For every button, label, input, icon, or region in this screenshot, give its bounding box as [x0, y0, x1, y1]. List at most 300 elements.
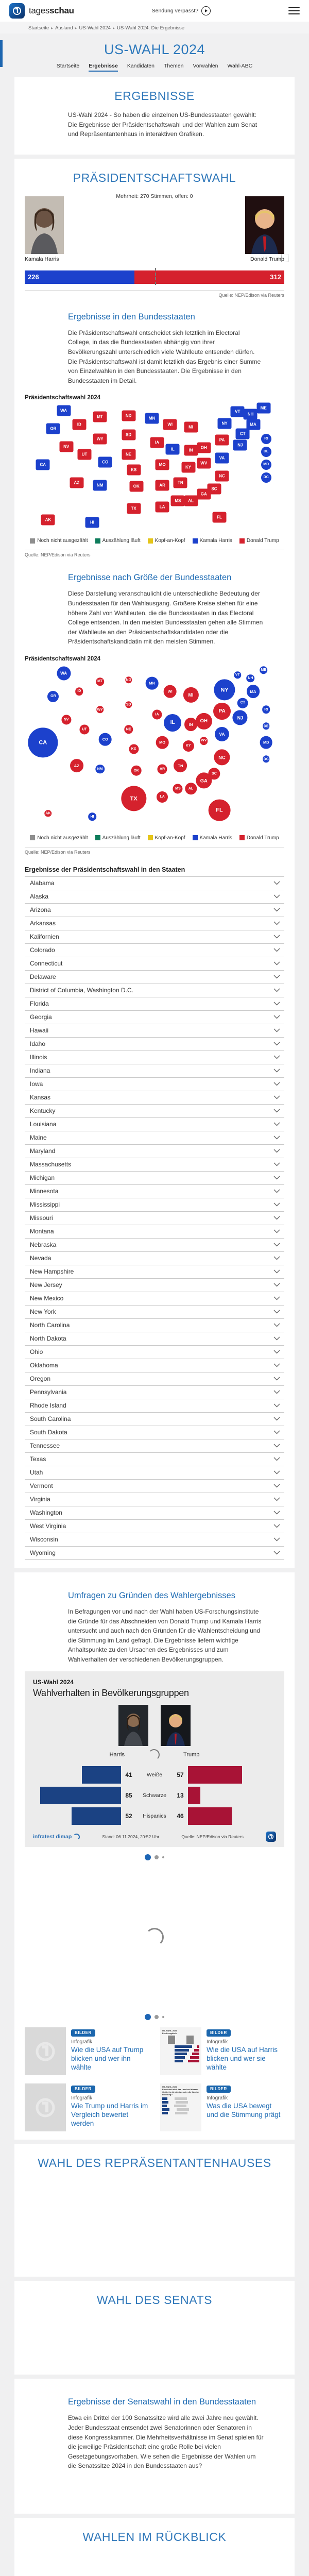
bubble-TN[interactable]: TN [174, 759, 187, 772]
breadcrumb-separator-icon: ▸ [51, 26, 54, 30]
bubble-IA[interactable]: IA [152, 709, 162, 719]
state-accordion-row[interactable] [25, 970, 284, 984]
state-accordion-row[interactable] [25, 917, 284, 930]
state-accordion-row[interactable] [25, 1385, 284, 1399]
bubble-TX[interactable]: TX [121, 786, 146, 811]
bubble-AL[interactable]: AL [185, 783, 197, 794]
tagesschau-globe-icon [9, 3, 25, 19]
state-CO[interactable]: CO [98, 456, 112, 467]
chevron-down-icon [273, 1524, 280, 1528]
chevron-down-icon [273, 1042, 280, 1046]
chevron-down-icon [273, 1417, 280, 1421]
state-accordion-row[interactable] [25, 1493, 284, 1506]
state-WI[interactable]: WI [163, 419, 177, 430]
tab-wahl-abc[interactable]: Wahl-ABC [227, 63, 253, 69]
teaser-thumbnail: US-WAHL 2024 Entwickelt sich das Land auf diesem Gebiet in die richtige oder die falsche Richtung? [160, 2083, 201, 2131]
state-accordion-row[interactable] [25, 1439, 284, 1452]
bubble-RI[interactable]: RI [262, 706, 270, 714]
state-accordion-row[interactable] [25, 903, 284, 917]
chevron-down-icon [273, 1122, 280, 1126]
president-card [14, 159, 295, 1568]
state-accordion-row[interactable] [25, 1426, 284, 1439]
bubble-DC[interactable]: DC [263, 756, 270, 763]
bubble-SC[interactable]: SC [208, 768, 220, 779]
bubble-AR[interactable]: AR [158, 764, 167, 774]
legend-swatch [193, 538, 198, 544]
state-name: Idaho [30, 1040, 46, 1048]
bubble-VT[interactable]: VT [234, 671, 242, 679]
chevron-down-icon [273, 1484, 280, 1488]
bubble-CA[interactable]: CA [28, 728, 58, 757]
bubble-MT[interactable]: MT [96, 677, 104, 686]
carousel-dot[interactable] [162, 2016, 164, 2018]
chevron-down-icon [273, 948, 280, 952]
state-accordion-row[interactable] [25, 1318, 284, 1332]
bubble-VA[interactable]: VA [215, 727, 229, 741]
umfragen-card [14, 1572, 295, 2140]
state-accordion-row[interactable] [25, 1399, 284, 1412]
tab-ergebnisse[interactable]: Ergebnisse [89, 63, 118, 72]
bubble-chart-label: Präsidentschaftswahl 2024 [25, 655, 101, 662]
tab-vorwahlen[interactable]: Vorwahlen [193, 63, 218, 69]
state-accordion-row[interactable] [25, 1091, 284, 1104]
state-accordion-row[interactable] [25, 984, 284, 997]
state-NY[interactable]: NY [218, 418, 232, 429]
state-accordion-row[interactable] [25, 1104, 284, 1117]
senate-card [14, 2281, 295, 2375]
state-accordion-row[interactable] [25, 1506, 284, 1519]
infratest-dimap-logo: infratest dimap [33, 1834, 80, 1840]
state-NJ[interactable]: NJ [233, 440, 247, 451]
loading-spinner-icon [148, 1749, 160, 1760]
state-accordion-row[interactable] [25, 1037, 284, 1050]
harris-value: 52 [125, 1812, 132, 1820]
bubble-SD[interactable]: SD [125, 701, 132, 708]
chevron-down-icon [273, 894, 280, 899]
state-name: Minnesota [30, 1188, 59, 1195]
carousel-dot[interactable] [145, 2014, 151, 2020]
teaser-item[interactable] [25, 2083, 149, 2131]
legend-label: Donald Trump [246, 538, 279, 544]
house-card [14, 2144, 295, 2277]
bubble-OR[interactable]: OR [47, 691, 59, 702]
state-accordion-row[interactable] [25, 1238, 284, 1251]
bubble-ND[interactable]: ND [125, 676, 132, 684]
breadcrumb-separator-icon: ▸ [112, 26, 115, 30]
result-source: Quelle: NEP/Edison via Reuters [218, 292, 284, 298]
state-accordion-row[interactable] [25, 1372, 284, 1385]
tab-startseite[interactable]: Startseite [56, 63, 80, 69]
state-accordion-row[interactable] [25, 1117, 284, 1131]
state-LA[interactable]: LA [156, 502, 169, 513]
loading-spinner-icon [145, 1928, 164, 1946]
state-RI[interactable]: RI [261, 434, 271, 444]
bubble-IN[interactable]: IN [184, 718, 198, 731]
bubble-MI[interactable]: MI [183, 687, 198, 702]
bubble-WY[interactable]: WY [96, 706, 104, 714]
state-accordion-row[interactable] [25, 1010, 284, 1024]
trump-thumb-photo [161, 1705, 191, 1746]
bilder-badge: BILDER [207, 2029, 231, 2037]
chevron-down-icon [273, 1028, 280, 1032]
state-UT[interactable]: UT [77, 449, 91, 460]
house-heading: WAHL DES REPRÄSENTANTENHAUSES [38, 2156, 271, 2170]
state-AZ[interactable]: AZ [70, 477, 83, 488]
results-intro-text: US-Wahl 2024 - So haben die einzelnen US-Bundesstaaten gewählt: Die Ergebnisse der Präsidentschaftswahl und der Wahlen zum Senat und Repräsentantenhaus in interaktiven Grafiken. [68, 111, 258, 138]
state-name: Nevada [30, 1255, 52, 1262]
state-NC[interactable]: NC [215, 471, 229, 482]
demo-row-Schwarze [33, 1786, 276, 1805]
bubble-CO[interactable]: CO [99, 733, 112, 746]
teaser-kicker: Infografik [71, 2095, 93, 2102]
teaser-title[interactable]: Wie Trump und Harris im Vergleich bewertet werden [71, 2102, 148, 2128]
chevron-down-icon [273, 1082, 280, 1086]
chevron-down-icon [273, 1202, 280, 1207]
state-WV[interactable]: WV [197, 458, 211, 469]
carousel-dot[interactable] [162, 1856, 164, 1858]
state-name: New Hampshire [30, 1268, 74, 1276]
bubble-NY[interactable]: NY [214, 679, 235, 700]
state-OK[interactable]: OK [129, 481, 143, 492]
teaser-kicker: Infografik [71, 2039, 93, 2045]
bubble-NH[interactable]: NH [247, 674, 255, 683]
state-MI[interactable]: MI [184, 422, 198, 433]
legend-swatch [95, 538, 100, 544]
state-HI[interactable]: HI [85, 517, 99, 528]
legend-swatch [30, 538, 35, 544]
map-legend [25, 538, 284, 544]
chevron-down-icon [273, 1310, 280, 1314]
states-section-heading[interactable]: Ergebnisse in den Bundesstaaten [68, 312, 195, 321]
bubble-FL[interactable]: FL [209, 799, 231, 821]
hamburger-menu-icon[interactable] [288, 7, 300, 14]
state-MS[interactable]: MS [171, 495, 185, 506]
state-MO[interactable]: MO [156, 459, 169, 470]
retrospect-card [14, 2518, 295, 2576]
state-accordion-row[interactable] [25, 1305, 284, 1318]
tab-themen[interactable]: Themen [163, 63, 184, 69]
state-accordion-row[interactable] [25, 1278, 284, 1292]
state-DC[interactable]: DC [261, 472, 271, 483]
bubble-CT[interactable]: CT [237, 698, 248, 708]
teaser-item[interactable] [160, 2083, 284, 2131]
legend-item [239, 538, 279, 544]
carousel-dot[interactable] [154, 2015, 159, 2019]
state-NE[interactable]: NE [122, 449, 135, 460]
state-accordion-row[interactable] [25, 1452, 284, 1466]
legend-item [95, 835, 141, 841]
state-accordion-row[interactable] [25, 957, 284, 970]
bubble-MO[interactable]: MO [156, 736, 169, 749]
carousel-dots[interactable] [25, 2014, 284, 2020]
state-MD[interactable]: MD [261, 460, 271, 470]
state-name: Michigan [30, 1174, 55, 1182]
state-MT[interactable]: MT [93, 412, 107, 422]
state-WY[interactable]: WY [93, 433, 107, 444]
bubble-MN[interactable]: MN [146, 677, 159, 690]
bubble-NC[interactable]: NC [214, 750, 230, 766]
state-name: Kalifornien [30, 933, 59, 941]
state-NH[interactable]: NH [244, 409, 258, 420]
chevron-down-icon [273, 1162, 280, 1166]
bubble-NE[interactable]: NE [124, 725, 133, 734]
legend-label: Kopf-an-Kopf [154, 538, 185, 544]
sendung-verpasst-label: Sendung verpasst? [151, 8, 199, 14]
legend-item [193, 538, 232, 544]
chevron-down-icon [273, 1470, 280, 1475]
states-section-text: Die Präsidentschaftswahl entscheidet sich letztlich im Electoral College, in das die Bundesstaaten abhängig von ihrer Bevölkerungszahl unterschiedlich viele Wahlleute entsenden dürfen. Die Präsidentschaftswahl ist damit letztlich das Ergebnis einer Summe von Einzelwahlen in den Bundesstaaten. Die Ergebnisse in den Bundesstaaten im Detail. [68, 329, 261, 384]
legend-swatch [30, 835, 35, 840]
teaser-item[interactable] [160, 2027, 284, 2075]
state-accordion-row[interactable] [25, 1479, 284, 1493]
bubble-PA[interactable]: PA [213, 703, 231, 720]
bubble-ID[interactable]: ID [75, 687, 83, 696]
state-NV[interactable]: NV [59, 441, 73, 452]
bubble-WA[interactable]: WA [57, 666, 71, 680]
bubble-LA[interactable]: LA [157, 791, 168, 803]
state-KS[interactable]: KS [127, 464, 141, 475]
state-name: Oregon [30, 1375, 51, 1383]
state-name: Alabama [30, 879, 55, 887]
state-accordion-row[interactable] [25, 1064, 284, 1077]
state-SD[interactable]: SD [122, 430, 135, 440]
tagesschau-logo[interactable] [9, 3, 74, 19]
legend-swatch [148, 538, 153, 544]
bubble-AK[interactable]: AK [45, 810, 52, 817]
bubble-IL[interactable]: IL [164, 714, 181, 732]
breadcrumb-separator-icon: ▸ [75, 26, 77, 30]
legend-item [148, 835, 185, 841]
size-section-heading[interactable]: Ergebnisse nach Größe der Bundesstaaten [68, 573, 232, 583]
state-accordion-row[interactable] [25, 1077, 284, 1091]
bubble-MD[interactable]: MD [260, 736, 272, 749]
chevron-down-icon [273, 1002, 280, 1006]
chevron-down-icon [273, 1430, 280, 1434]
legend-label: Auszählung läuft [102, 538, 141, 544]
legend-label: Noch nicht ausgezählt [37, 538, 88, 544]
breadcrumb-item[interactable]: Ausland [55, 25, 73, 31]
state-CT[interactable]: CT [236, 428, 250, 439]
legend-item [30, 538, 88, 544]
bubble-WV[interactable]: WV [200, 737, 208, 745]
harris-value: 41 [125, 1771, 132, 1779]
bubble-MA[interactable]: MA [247, 685, 260, 698]
state-accordion-row[interactable] [25, 1198, 284, 1211]
state-CA[interactable]: CA [36, 459, 50, 470]
state-name: Texas [30, 1455, 46, 1463]
state-accordion-row[interactable] [25, 1251, 284, 1265]
state-name: North Dakota [30, 1335, 66, 1343]
state-accordion-row[interactable] [25, 1359, 284, 1372]
state-VA[interactable]: VA [215, 453, 229, 464]
chevron-down-icon [273, 1323, 280, 1327]
legend-label: Noch nicht ausgezählt [37, 835, 88, 841]
feedback-edge-tab[interactable] [0, 40, 3, 67]
bubble-AZ[interactable]: AZ [70, 759, 83, 772]
state-WA[interactable]: WA [57, 405, 71, 416]
state-accordion-row[interactable] [25, 1050, 284, 1064]
state-accordion-row[interactable] [25, 1158, 284, 1171]
state-MA[interactable]: MA [246, 419, 260, 430]
state-accordion-row[interactable] [25, 1024, 284, 1037]
state-accordion-row[interactable] [25, 1519, 284, 1533]
state-accordion-row[interactable] [25, 1225, 284, 1238]
harris-name: Kamala Harris [25, 256, 59, 262]
state-OH[interactable]: OH [197, 443, 211, 453]
state-name: West Virginia [30, 1522, 66, 1530]
state-AR[interactable]: AR [156, 480, 169, 490]
state-accordion-row[interactable] [25, 1265, 284, 1278]
majority-note: Mehrheit: 270 Stimmen, offen: 0 [116, 193, 193, 199]
state-IN[interactable]: IN [184, 445, 198, 456]
legend-label: Donald Trump [246, 835, 279, 841]
state-accordion-row[interactable] [25, 1332, 284, 1345]
state-accordion-row[interactable] [25, 997, 284, 1010]
state-accordion-row[interactable] [25, 890, 284, 903]
state-FL[interactable]: FL [213, 512, 227, 523]
sendung-verpasst-button[interactable] [152, 6, 211, 15]
chevron-down-icon [273, 908, 280, 912]
state-accordion-row[interactable] [25, 1211, 284, 1225]
harris-votes-segment: 226 [25, 270, 134, 284]
state-SC[interactable]: SC [207, 484, 221, 495]
bubble-OK[interactable]: OK [131, 765, 142, 776]
state-DE[interactable]: DE [261, 447, 271, 457]
bubble-UT[interactable]: UT [79, 724, 89, 734]
state-VT[interactable]: VT [231, 406, 245, 417]
teaser-title[interactable]: Wie die USA auf Trump blicken und wer ihn wählte [71, 2046, 144, 2072]
chevron-down-icon [273, 1269, 280, 1274]
teaser-title[interactable]: Was die USA bewegt und die Stimmung prägt [207, 2102, 281, 2119]
chevron-down-icon [273, 1537, 280, 1541]
state-accordion-row[interactable] [25, 1171, 284, 1184]
state-AK[interactable]: AK [41, 515, 55, 526]
candidate-summary [25, 192, 284, 269]
carousel-dot[interactable] [154, 1855, 159, 1859]
chevron-down-icon [273, 1457, 280, 1461]
legend-label: Kamala Harris [199, 538, 232, 544]
results-intro-card [14, 77, 295, 155]
breadcrumb-item[interactable]: US-Wahl 2024 [79, 25, 111, 31]
demo-row-Hispanics [33, 1807, 276, 1825]
state-accordion-row[interactable] [25, 1466, 284, 1479]
tab-kandidaten[interactable]: Kandidaten [127, 63, 154, 69]
bubble-KS[interactable]: KS [129, 744, 139, 754]
chevron-down-icon [273, 1511, 280, 1515]
chevron-down-icon [273, 961, 280, 965]
state-MN[interactable]: MN [145, 413, 159, 423]
harris-value: 85 [125, 1792, 132, 1800]
state-accordion-row[interactable] [25, 1345, 284, 1359]
teaser-item[interactable] [25, 2027, 149, 2075]
majority-marker [155, 268, 156, 285]
chevron-down-icon [273, 1390, 280, 1394]
carousel-dot[interactable] [145, 1854, 151, 1860]
state-accordion-row[interactable] [25, 930, 284, 943]
state-ID[interactable]: ID [72, 419, 86, 430]
bubble-KY[interactable]: KY [182, 740, 194, 752]
state-name: Virginia [30, 1496, 50, 1503]
state-name: New Jersey [30, 1281, 62, 1289]
state-ME[interactable]: ME [256, 402, 270, 413]
bubble-DE[interactable]: DE [263, 723, 270, 730]
state-name: Rhode Island [30, 1402, 66, 1410]
infographic-stand: Stand: 06.11.2024, 20:52 Uhr [102, 1834, 160, 1840]
state-accordion-row[interactable] [25, 1144, 284, 1158]
breadcrumb-item[interactable]: US-Wahl 2024: Die Ergebnisse [116, 25, 185, 31]
state-name: Mississippi [30, 1201, 60, 1209]
bubble-MS[interactable]: MS [173, 784, 183, 793]
state-IL[interactable]: IL [166, 444, 180, 454]
state-accordion-row[interactable] [25, 943, 284, 957]
state-AL[interactable]: AL [184, 495, 198, 506]
state-accordion-row[interactable] [25, 876, 284, 890]
chevron-down-icon [273, 1015, 280, 1019]
state-accordion-row[interactable] [25, 1546, 284, 1560]
state-GA[interactable]: GA [197, 489, 211, 500]
state-KY[interactable]: KY [181, 462, 195, 472]
us-bubble-map[interactable] [25, 665, 284, 830]
teaser-kicker: Infografik [207, 2039, 228, 2045]
demographics-bars [33, 1766, 276, 1825]
bubble-OH[interactable]: OH [196, 713, 212, 730]
retrospect-heading: WAHLEN IM RÜCKBLICK [82, 2530, 227, 2544]
bubble-WI[interactable]: WI [164, 685, 177, 698]
state-name: New York [30, 1308, 56, 1316]
chevron-down-icon [273, 1055, 280, 1059]
state-NM[interactable]: NM [93, 480, 107, 490]
umfragen-heading[interactable]: Umfragen zu Gründen des Wahlergebnisses [68, 1590, 235, 1600]
state-ND[interactable]: ND [122, 410, 135, 421]
bubble-NJ[interactable]: NJ [233, 710, 248, 725]
chevron-down-icon [273, 1069, 280, 1073]
state-name: Oklahoma [30, 1362, 58, 1369]
bubble-NM[interactable]: NM [95, 765, 104, 773]
bubble-ME[interactable]: ME [260, 666, 268, 674]
chevron-down-icon [273, 1363, 280, 1367]
state-accordion-row[interactable] [25, 1131, 284, 1144]
breadcrumb-item[interactable]: Startseite [28, 25, 49, 31]
legend-label: Auszählung läuft [102, 835, 141, 841]
bubble-GA[interactable]: GA [196, 772, 212, 788]
state-name: Georgia [30, 1013, 52, 1021]
state-IA[interactable]: IA [150, 437, 164, 448]
chevron-down-icon [273, 1149, 280, 1153]
play-icon [201, 6, 211, 15]
infographic-title: Wahlverhalten in Bevölkerungsgruppen [33, 1688, 189, 1699]
state-name: Kentucky [30, 1107, 56, 1115]
state-TX[interactable]: TX [127, 503, 141, 514]
expand-icon[interactable] [281, 255, 288, 262]
state-accordion-row[interactable] [25, 1184, 284, 1198]
bubble-NV[interactable]: NV [61, 715, 71, 724]
state-PA[interactable]: PA [215, 435, 229, 446]
senate-results-heading[interactable]: Ergebnisse der Senatswahl in den Bundesstaaten [68, 2397, 256, 2407]
us-choropleth-map[interactable] [25, 404, 284, 533]
carousel-dots[interactable] [25, 1854, 284, 1860]
state-TN[interactable]: TN [174, 477, 187, 488]
trump-label: Trump [183, 1752, 200, 1758]
chevron-down-icon [273, 1403, 280, 1408]
state-name: Colorado [30, 946, 55, 954]
state-accordion-row[interactable] [25, 1412, 284, 1426]
state-OR[interactable]: OR [46, 423, 60, 434]
state-accordion-row[interactable] [25, 1533, 284, 1546]
state-accordion-row[interactable] [25, 1292, 284, 1305]
state-name: Alaska [30, 893, 49, 901]
bubble-HI[interactable]: HI [88, 813, 96, 821]
teaser-title[interactable]: Wie die USA auf Harris blicken und wer sie wählte [207, 2046, 278, 2072]
